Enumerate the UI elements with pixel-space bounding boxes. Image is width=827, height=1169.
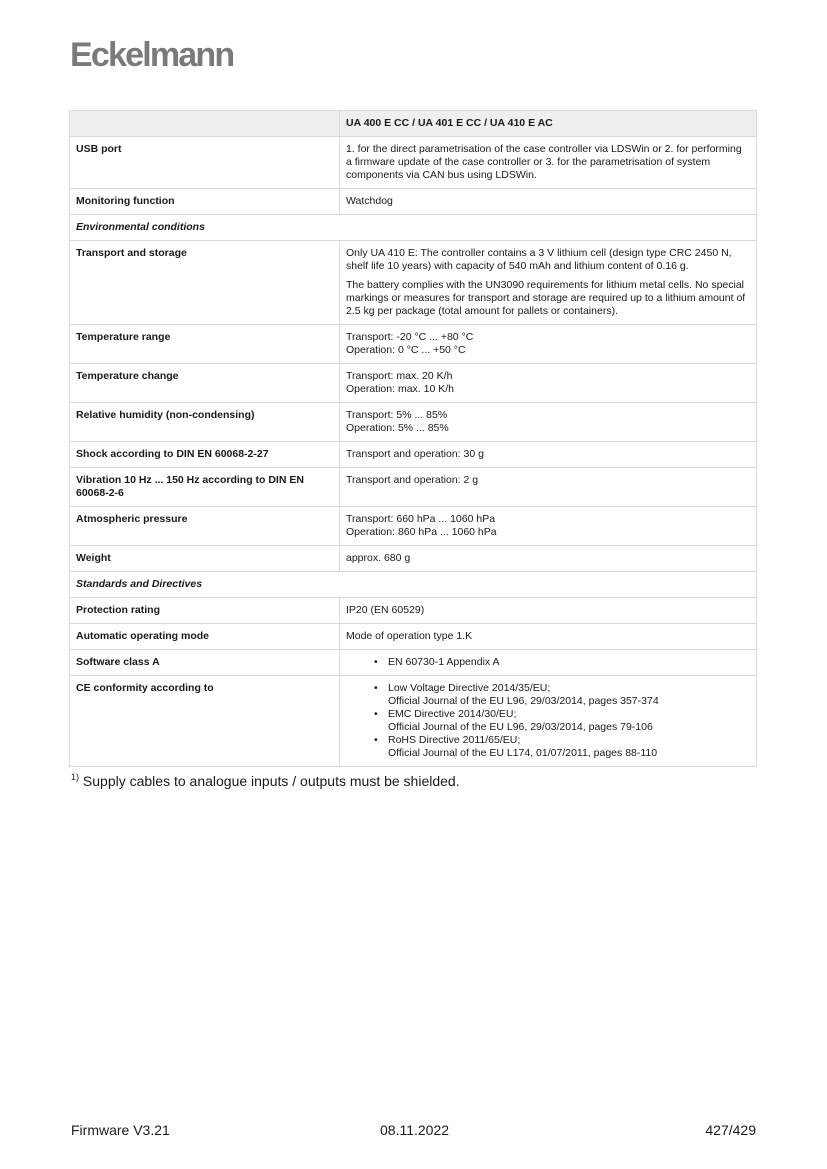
- table-header-row: [70, 111, 757, 137]
- table-row: [70, 442, 757, 468]
- row-label: Vibration 10 Hz ... 150 Hz according to DIN EN 60068-2-6: [70, 468, 340, 507]
- list-item: • EN 60730-1 Appendix A: [388, 656, 750, 669]
- row-label: Monitoring function: [70, 189, 340, 215]
- value-line: Operation: 860 hPa ... 1060 hPa: [346, 526, 497, 538]
- footnote: [71, 772, 460, 789]
- column-header: UA 400 E CC / UA 401 E CC / UA 410 E AC: [340, 111, 757, 137]
- value-line: Transport: -20 °C ... +80 °C: [346, 331, 474, 343]
- table-row: [70, 403, 757, 442]
- footnote-marker: 1): [71, 772, 80, 782]
- value-line: Operation: 0 °C ... +50 °C: [346, 344, 466, 356]
- table-row: [70, 624, 757, 650]
- list-item: [388, 734, 750, 760]
- section-row-standards: [70, 572, 757, 598]
- value-line: Transport: 5% ... 85%: [346, 409, 448, 421]
- value-line: Transport: 660 hPa ... 1060 hPa: [346, 513, 496, 525]
- list-item: [388, 682, 750, 708]
- footer-page-number: 427/429: [705, 1122, 756, 1138]
- section-title: Standards and Directives: [70, 572, 757, 598]
- footer-date: 08.11.2022: [380, 1122, 450, 1138]
- row-label: Transport and storage: [70, 241, 340, 325]
- row-value: [340, 241, 757, 325]
- row-value: IP20 (EN 60529): [340, 598, 757, 624]
- table-row: [70, 241, 757, 325]
- row-label: USB port: [70, 137, 340, 189]
- directive-name: • Low Voltage Directive 2014/35/EU;: [388, 682, 551, 694]
- journal-reference: Official Journal of the EU L96, 29/03/2014, pages 357-374: [388, 695, 659, 707]
- specifications-table: [69, 110, 757, 767]
- bullet-list: [346, 656, 750, 669]
- table-row: [70, 189, 757, 215]
- value-line: Operation: 5% ... 85%: [346, 422, 449, 434]
- bullet-list: [346, 682, 750, 760]
- section-row-environmental: [70, 215, 757, 241]
- footer-firmware-version: Firmware V3.21: [71, 1122, 170, 1138]
- row-value: [340, 676, 757, 767]
- section-title: Environmental conditions: [70, 215, 757, 241]
- row-label: Automatic operating mode: [70, 624, 340, 650]
- row-value: [340, 325, 757, 364]
- row-value: Mode of operation type 1.K: [340, 624, 757, 650]
- row-label: Software class A: [70, 650, 340, 676]
- row-label: CE conformity according to: [70, 676, 340, 767]
- list-item: [388, 708, 750, 734]
- table-row: [70, 650, 757, 676]
- row-value: approx. 680 g: [340, 546, 757, 572]
- row-value: [340, 364, 757, 403]
- row-label: Temperature change: [70, 364, 340, 403]
- header-empty-cell: [70, 111, 340, 137]
- table-row: [70, 137, 757, 189]
- row-label: Temperature range: [70, 325, 340, 364]
- row-value: 1. for the direct parametrisation of the case controller via LDSWin or 2. for performing a firmware update of the case controller or 3. for the parametrisation of system components via CAN bus using LDSWin.: [340, 137, 757, 189]
- row-value: [340, 650, 757, 676]
- row-label: Shock according to DIN EN 60068-2-27: [70, 442, 340, 468]
- table-row: [70, 546, 757, 572]
- battery-paragraph-2: The battery complies with the UN3090 requirements for lithium metal cells. No special markings or measures for transport and storage are required up to a lithium amount of 2.5 kg per package (total amount for pallets or containers).: [346, 279, 746, 317]
- table-row: [70, 468, 757, 507]
- table-row: [70, 676, 757, 767]
- row-label: Relative humidity (non-condensing): [70, 403, 340, 442]
- row-value: Transport and operation: 30 g: [340, 442, 757, 468]
- row-value: Watchdog: [340, 189, 757, 215]
- table-row: [70, 507, 757, 546]
- table-row: [70, 325, 757, 364]
- row-value: [340, 507, 757, 546]
- journal-reference: Official Journal of the EU L96, 29/03/2014, pages 79-106: [388, 721, 653, 733]
- table-row: [70, 598, 757, 624]
- row-label: Protection rating: [70, 598, 340, 624]
- row-value: [340, 403, 757, 442]
- value-line: Operation: max. 10 K/h: [346, 383, 454, 395]
- table-row: [70, 364, 757, 403]
- row-value: Transport and operation: 2 g: [340, 468, 757, 507]
- row-label: Weight: [70, 546, 340, 572]
- directive-name: • RoHS Directive 2011/65/EU;: [388, 734, 521, 746]
- battery-paragraph-1: Only UA 410 E: The controller contains a 3 V lithium cell (design type CRC 2450 N, shelf life 10 years) with capacity of 540 mAh and lithium content of 0.16 g.: [346, 247, 732, 272]
- footnote-text: Supply cables to analogue inputs / outputs must be shielded.: [82, 773, 460, 789]
- value-line: Transport: max. 20 K/h: [346, 370, 453, 382]
- directive-name: • EMC Directive 2014/30/EU;: [388, 708, 517, 720]
- eckelmann-logo: Eckelmann: [70, 36, 234, 74]
- row-label: Atmospheric pressure: [70, 507, 340, 546]
- journal-reference: Official Journal of the EU L174, 01/07/2011, pages 88-110: [388, 747, 658, 759]
